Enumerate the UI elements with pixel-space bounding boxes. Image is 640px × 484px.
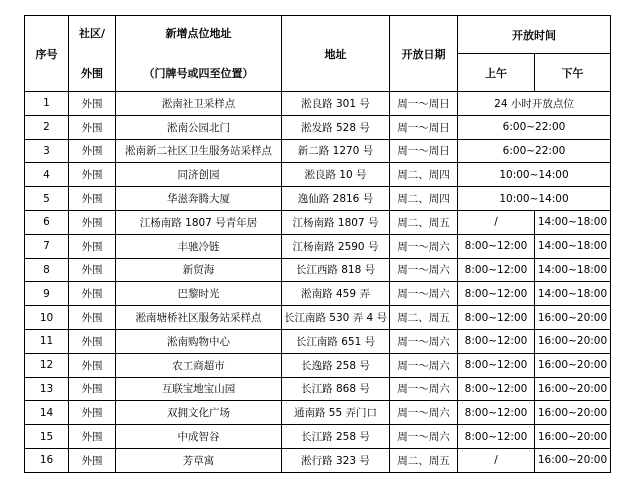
- row-site-cell: 农工商超市: [116, 353, 282, 377]
- row-morning-cell: 8:00~12:00: [458, 377, 535, 401]
- row-site-cell: 华滋奔腾大厦: [116, 187, 282, 211]
- row-site-cell: 江杨南路 1807 号青年居: [116, 210, 282, 234]
- row-morning-cell: 8:00~12:00: [458, 329, 535, 353]
- row-morning-cell: /: [458, 448, 535, 472]
- header-community-bottom: 外围: [81, 66, 103, 80]
- row-days-cell: 周二、周四: [390, 163, 458, 187]
- row-seq-cell: 12: [25, 353, 69, 377]
- table-row: [25, 353, 611, 377]
- header-community-top: 社区/: [78, 26, 106, 40]
- row-open-time-cell: 6:00~22:00: [458, 139, 611, 163]
- row-address-cell: 淞良路 10 号: [282, 163, 390, 187]
- header-open-days: 开放日期: [390, 16, 458, 92]
- row-address-cell: 长江路 868 号: [282, 377, 390, 401]
- table-row: [25, 425, 611, 449]
- row-seq-cell: 6: [25, 210, 69, 234]
- row-afternoon-cell: 16:00~20:00: [535, 329, 611, 353]
- row-morning-cell: 8:00~12:00: [458, 234, 535, 258]
- row-community-cell: 外围: [69, 163, 116, 187]
- table-row: [25, 282, 611, 306]
- row-afternoon-cell: 14:00~18:00: [535, 258, 611, 282]
- row-community-cell: 外围: [69, 401, 116, 425]
- row-days-cell: 周一～周六: [390, 329, 458, 353]
- row-afternoon-cell: 14:00~18:00: [535, 234, 611, 258]
- row-days-cell: 周二、周五: [390, 210, 458, 234]
- row-days-cell: 周一～周六: [390, 234, 458, 258]
- table-row: [25, 258, 611, 282]
- row-address-cell: 江杨南路 2590 号: [282, 234, 390, 258]
- row-community-cell: 外围: [69, 139, 116, 163]
- table-row: [25, 306, 611, 330]
- row-address-cell: 新二路 1270 号: [282, 139, 390, 163]
- row-site-cell: 淞南新二社区卫生服务站采样点: [116, 139, 282, 163]
- row-morning-cell: 8:00~12:00: [458, 425, 535, 449]
- row-community-cell: 外围: [69, 210, 116, 234]
- row-days-cell: 周一～周六: [390, 353, 458, 377]
- table-row: [25, 115, 611, 139]
- table-row: [25, 329, 611, 353]
- table-row: [25, 210, 611, 234]
- row-community-cell: 外围: [69, 258, 116, 282]
- row-address-cell: 长江南路 530 弄 4 号: [282, 306, 390, 330]
- row-community-cell: 外围: [69, 448, 116, 472]
- row-days-cell: 周二、周四: [390, 187, 458, 211]
- row-morning-cell: 8:00~12:00: [458, 401, 535, 425]
- row-community-cell: 外围: [69, 329, 116, 353]
- testing-sites-table-container: [24, 15, 610, 473]
- row-days-cell: 周二、周五: [390, 448, 458, 472]
- testing-sites-table: [24, 15, 611, 473]
- row-community-cell: 外围: [69, 306, 116, 330]
- row-site-cell: 互联宝地宝山园: [116, 377, 282, 401]
- row-community-cell: 外围: [69, 115, 116, 139]
- row-morning-cell: /: [458, 210, 535, 234]
- row-site-cell: 新贸海: [116, 258, 282, 282]
- row-community-cell: 外围: [69, 282, 116, 306]
- row-site-cell: 丰驰冷链: [116, 234, 282, 258]
- table-row: [25, 401, 611, 425]
- row-days-cell: 周一～周日: [390, 139, 458, 163]
- row-community-cell: 外围: [69, 187, 116, 211]
- row-morning-cell: 8:00~12:00: [458, 353, 535, 377]
- row-address-cell: 淞南路 459 弄: [282, 282, 390, 306]
- row-site-cell: 淞南购物中心: [116, 329, 282, 353]
- header-community: [69, 16, 116, 92]
- row-afternoon-cell: 16:00~20:00: [535, 306, 611, 330]
- row-days-cell: 周一～周六: [390, 425, 458, 449]
- table-row: [25, 377, 611, 401]
- row-days-cell: 周一～周日: [390, 115, 458, 139]
- row-address-cell: 长江路 258 号: [282, 425, 390, 449]
- row-open-time-cell: 6:00~22:00: [458, 115, 611, 139]
- row-community-cell: 外围: [69, 234, 116, 258]
- row-seq-cell: 9: [25, 282, 69, 306]
- table-row: [25, 139, 611, 163]
- row-address-cell: 逸仙路 2816 号: [282, 187, 390, 211]
- row-seq-cell: 4: [25, 163, 69, 187]
- row-days-cell: 周一～周六: [390, 401, 458, 425]
- row-community-cell: 外围: [69, 353, 116, 377]
- row-address-cell: 淞良路 301 号: [282, 92, 390, 116]
- row-afternoon-cell: 16:00~20:00: [535, 448, 611, 472]
- table-body: [25, 92, 611, 473]
- row-seq-cell: 7: [25, 234, 69, 258]
- table-row: [25, 448, 611, 472]
- header-new-site-top: 新增点位地址: [165, 26, 232, 40]
- row-site-cell: 双拥文化广场: [116, 401, 282, 425]
- row-afternoon-cell: 14:00~18:00: [535, 282, 611, 306]
- row-afternoon-cell: 14:00~18:00: [535, 210, 611, 234]
- row-open-time-cell: 10:00~14:00: [458, 163, 611, 187]
- row-afternoon-cell: 16:00~20:00: [535, 377, 611, 401]
- table-header: [25, 16, 611, 92]
- row-days-cell: 周一～周六: [390, 377, 458, 401]
- header-open-time: 开放时间: [458, 16, 611, 54]
- header-seq: 序号: [25, 16, 69, 92]
- row-address-cell: 淞行路 323 号: [282, 448, 390, 472]
- row-address-cell: 江杨南路 1807 号: [282, 210, 390, 234]
- header-new-site-bottom: （门牌号或四至位置）: [143, 66, 254, 80]
- table-row: [25, 187, 611, 211]
- row-community-cell: 外围: [69, 377, 116, 401]
- row-address-cell: 长江西路 818 号: [282, 258, 390, 282]
- row-seq-cell: 13: [25, 377, 69, 401]
- header-new-site: [116, 16, 282, 92]
- header-afternoon: 下午: [535, 54, 611, 92]
- row-morning-cell: 8:00~12:00: [458, 258, 535, 282]
- row-seq-cell: 3: [25, 139, 69, 163]
- row-seq-cell: 14: [25, 401, 69, 425]
- row-days-cell: 周一～周六: [390, 282, 458, 306]
- row-site-cell: 巴黎时光: [116, 282, 282, 306]
- row-morning-cell: 8:00~12:00: [458, 282, 535, 306]
- row-site-cell: 芳草寓: [116, 448, 282, 472]
- row-open-time-cell: 10:00~14:00: [458, 187, 611, 211]
- row-site-cell: 同济创园: [116, 163, 282, 187]
- row-address-cell: 淞发路 528 号: [282, 115, 390, 139]
- row-seq-cell: 16: [25, 448, 69, 472]
- row-afternoon-cell: 16:00~20:00: [535, 401, 611, 425]
- row-site-cell: 淞南社卫采样点: [116, 92, 282, 116]
- row-address-cell: 长江南路 651 号: [282, 329, 390, 353]
- row-seq-cell: 1: [25, 92, 69, 116]
- row-seq-cell: 15: [25, 425, 69, 449]
- row-address-cell: 通南路 55 弄门口: [282, 401, 390, 425]
- row-days-cell: 周一～周六: [390, 258, 458, 282]
- row-community-cell: 外围: [69, 425, 116, 449]
- row-afternoon-cell: 16:00~20:00: [535, 425, 611, 449]
- row-site-cell: 淞南塘桥社区服务站采样点: [116, 306, 282, 330]
- table-row: [25, 163, 611, 187]
- row-seq-cell: 10: [25, 306, 69, 330]
- row-seq-cell: 2: [25, 115, 69, 139]
- row-site-cell: 淞南公园北门: [116, 115, 282, 139]
- row-seq-cell: 8: [25, 258, 69, 282]
- row-address-cell: 长逸路 258 号: [282, 353, 390, 377]
- row-days-cell: 周一～周日: [390, 92, 458, 116]
- table-row: [25, 234, 611, 258]
- table-row: [25, 92, 611, 116]
- row-days-cell: 周二、周五: [390, 306, 458, 330]
- row-site-cell: 中成智谷: [116, 425, 282, 449]
- row-seq-cell: 5: [25, 187, 69, 211]
- row-afternoon-cell: 16:00~20:00: [535, 353, 611, 377]
- header-morning: 上午: [458, 54, 535, 92]
- row-morning-cell: 8:00~12:00: [458, 306, 535, 330]
- row-seq-cell: 11: [25, 329, 69, 353]
- row-community-cell: 外围: [69, 92, 116, 116]
- row-open-time-cell: 24 小时开放点位: [458, 92, 611, 116]
- header-address: 地址: [282, 16, 390, 92]
